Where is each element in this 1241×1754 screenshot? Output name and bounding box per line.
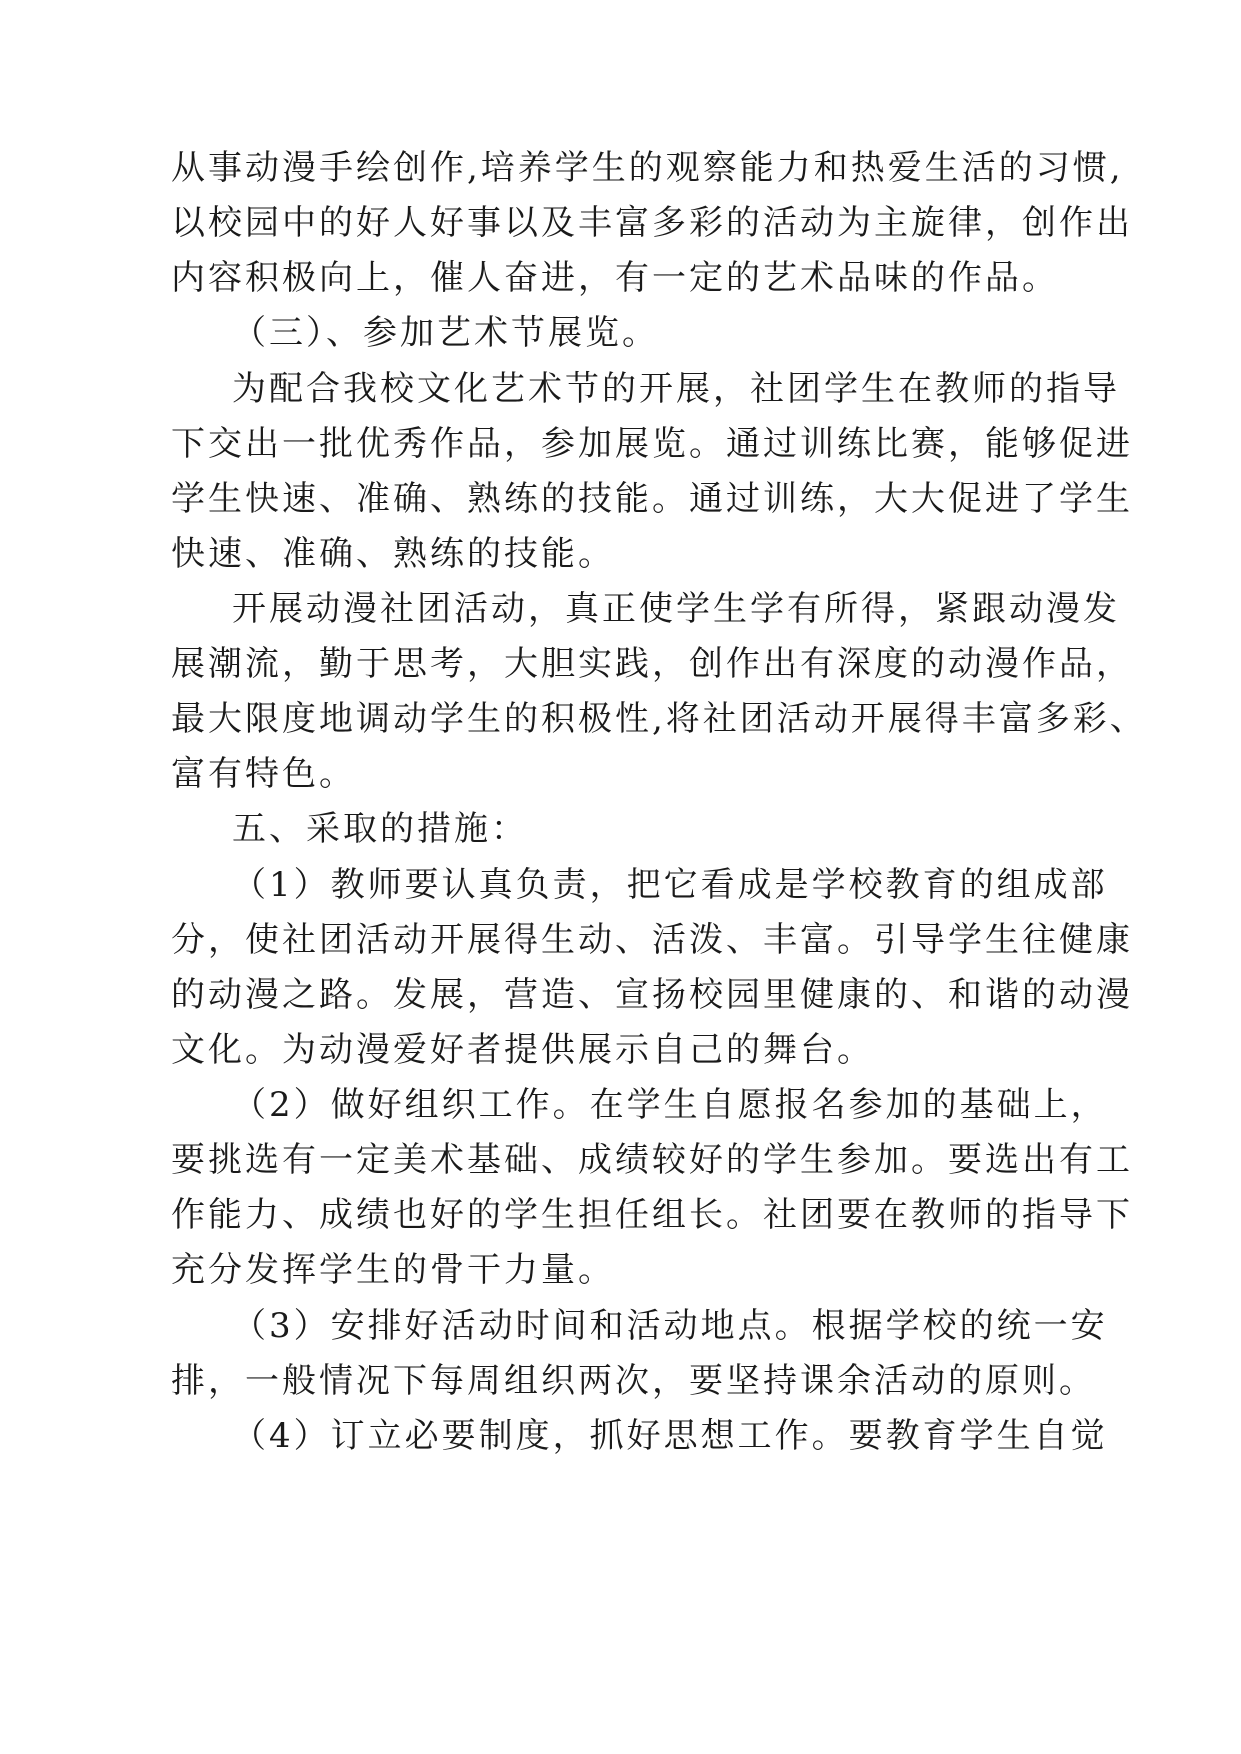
text-line: 的动漫之路。发展，营造、宣扬校园里健康的、和谐的动漫 — [171, 975, 1133, 1015]
text-line: 快速、准确、熟练的技能。 — [171, 534, 615, 574]
text-line: 以校园中的好人好事以及丰富多彩的活动为主旋律，创作出 — [171, 203, 1133, 243]
text-line: 文化。为动漫爱好者提供展示自己的舞台。 — [171, 1030, 874, 1070]
text-line: （2）做好组织工作。在学生自愿报名参加的基础上， — [232, 1085, 1108, 1125]
section-heading: 五、采取的措施： — [232, 809, 528, 849]
text-line: 开展动漫社团活动，真正使学生学有所得，紧跟动漫发 — [232, 589, 1120, 629]
text-line: 分，使社团活动开展得生动、活泼、丰富。引导学生往健康 — [171, 920, 1133, 960]
section-heading: （三）、参加艺术节展览。 — [232, 313, 659, 353]
text-line: 作能力、成绩也好的学生担任组长。社团要在教师的指导下 — [171, 1195, 1133, 1235]
text-line: 为配合我校文化艺术节的开展，社团学生在教师的指导 — [232, 369, 1120, 409]
text-line: 要挑选有一定美术基础、成绩较好的学生参加。要选出有工 — [171, 1140, 1133, 1180]
text-line: 学生快速、准确、熟练的技能。通过训练，大大促进了学生 — [171, 479, 1133, 519]
text-line: 下交出一批优秀作品，参加展览。通过训练比赛，能够促进 — [171, 424, 1133, 464]
text-line: （4）订立必要制度，抓好思想工作。要教育学生自觉 — [232, 1416, 1108, 1456]
text-line: 从事动漫手绘创作,培养学生的观察能力和热爱生活的习惯, — [171, 148, 1124, 188]
text-line: 充分发挥学生的骨干力量。 — [171, 1250, 615, 1290]
text-line: （1）教师要认真负责，把它看成是学校教育的组成部 — [232, 865, 1108, 905]
text-line: 排，一般情况下每周组织两次，要坚持课余活动的原则。 — [171, 1361, 1096, 1401]
text-line: 内容积极向上，催人奋进，有一定的艺术品味的作品。 — [171, 258, 1059, 298]
text-line: 富有特色。 — [171, 754, 356, 794]
text-line: 最大限度地调动学生的积极性,将社团活动开展得丰富多彩、 — [171, 699, 1147, 739]
text-line: （3）安排好活动时间和活动地点。根据学校的统一安 — [232, 1306, 1108, 1346]
text-line: 展潮流，勤于思考，大胆实践，创作出有深度的动漫作品， — [171, 644, 1133, 684]
